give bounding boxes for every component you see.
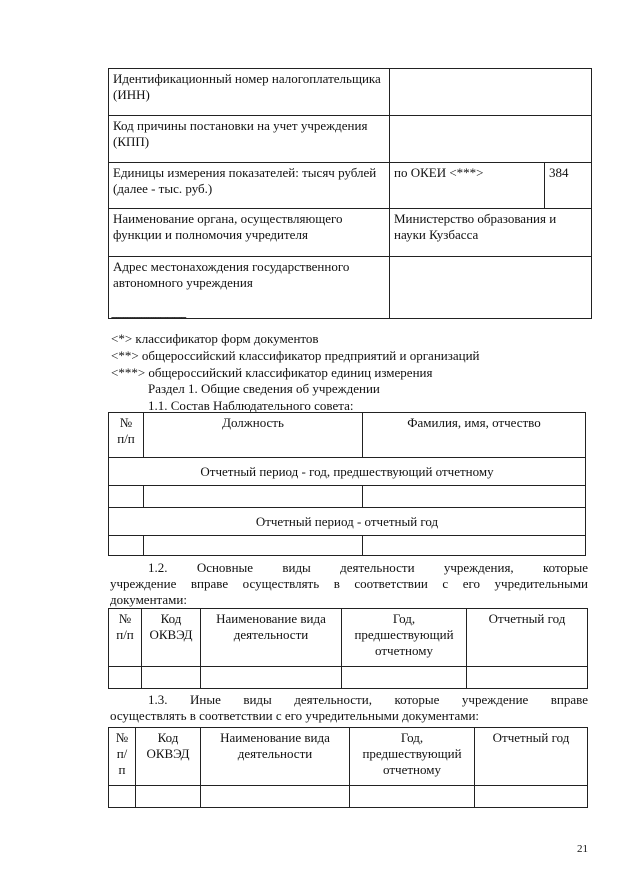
table-cell xyxy=(475,786,588,808)
table-cell xyxy=(142,667,201,689)
col-okved: Код ОКВЭД xyxy=(142,609,201,667)
col-num: № п/п xyxy=(109,609,142,667)
table-cell xyxy=(109,486,144,508)
inn-value xyxy=(390,69,592,116)
table-cell xyxy=(363,536,586,556)
col-num: № п/ п xyxy=(109,728,136,786)
table-cell xyxy=(144,486,363,508)
kpp-value xyxy=(390,116,592,163)
table-cell xyxy=(342,667,467,689)
col-activity-name: Наименование вида деятельности xyxy=(201,609,342,667)
table-cell xyxy=(201,786,350,808)
period-curr-row: Отчетный период - отчетный год xyxy=(109,508,586,536)
inn-label: Идентификационный номер налогоплательщика (ИНН) xyxy=(109,69,390,116)
section12-line-2: учреждение вправе осуществлять в соответствии с его учредительными xyxy=(110,576,588,591)
col-position: Должность xyxy=(144,413,363,458)
table-cell xyxy=(467,667,588,689)
footnote-separator: -------------------------------- xyxy=(111,312,186,323)
kpp-label: Код причины постановки на учет учреждения (КПП) xyxy=(109,116,390,163)
footnote-1: <*> классификатор форм документов xyxy=(111,331,319,346)
info-table xyxy=(108,68,592,319)
section12-line-3: документами: xyxy=(110,592,187,607)
col-prev-year: Год, предшествующий отчетному xyxy=(350,728,475,786)
units-okei-label: по ОКЕИ <***> xyxy=(390,163,545,209)
section11-title: 1.1. Состав Наблюдательного совета: xyxy=(148,398,354,413)
address-label: Адрес местонахождения государственного автономного учреждения xyxy=(109,257,390,319)
organ-value: Министерство образования и науки Кузбасса xyxy=(390,209,592,257)
period-prev-row: Отчетный период - год, предшествующий отчетному xyxy=(109,458,586,486)
col-num: № п/п xyxy=(109,413,144,458)
table-cell xyxy=(144,536,363,556)
table-cell xyxy=(201,667,342,689)
table-cell xyxy=(109,536,144,556)
table-cell xyxy=(363,486,586,508)
footnote-2: <**> общероссийский классификатор предприятий и организаций xyxy=(111,348,480,363)
col-activity-name: Наименование вида деятельности xyxy=(201,728,350,786)
main-activities-table xyxy=(108,608,588,689)
other-activities-table xyxy=(108,727,588,808)
table-cell xyxy=(350,786,475,808)
col-curr-year: Отчетный год xyxy=(467,609,588,667)
footnote-3: <***> общероссийский классификатор единиц измерения xyxy=(111,365,433,380)
table-cell xyxy=(109,786,136,808)
units-label: Единицы измерения показателей: тысяч рублей (далее - тыс. руб.) xyxy=(109,163,390,209)
address-value xyxy=(390,257,592,319)
col-prev-year: Год, предшествующий отчетному xyxy=(342,609,467,667)
section1-title: Раздел 1. Общие сведения об учреждении xyxy=(148,381,380,396)
table-cell xyxy=(109,667,142,689)
supervisory-board-table xyxy=(108,412,586,556)
organ-label: Наименование органа, осуществляющего функции и полномочия учредителя xyxy=(109,209,390,257)
col-curr-year: Отчетный год xyxy=(475,728,588,786)
section13-line-2: осуществлять в соответствии с его учредительными документами: xyxy=(110,708,480,723)
page-number: 21 xyxy=(577,843,588,855)
footnotes xyxy=(111,330,480,381)
col-okved: Код ОКВЭД xyxy=(136,728,201,786)
section13-text xyxy=(110,692,588,724)
section13-line-1: 1.3. Иные виды деятельности, которые учреждение вправе xyxy=(148,692,588,707)
col-full-name: Фамилия, имя, отчество xyxy=(363,413,586,458)
units-okei-code: 384 xyxy=(545,163,592,209)
section12-text xyxy=(110,560,588,608)
table-cell xyxy=(136,786,201,808)
section12-line-1: 1.2. Основные виды деятельности учреждения, которые xyxy=(148,560,588,575)
